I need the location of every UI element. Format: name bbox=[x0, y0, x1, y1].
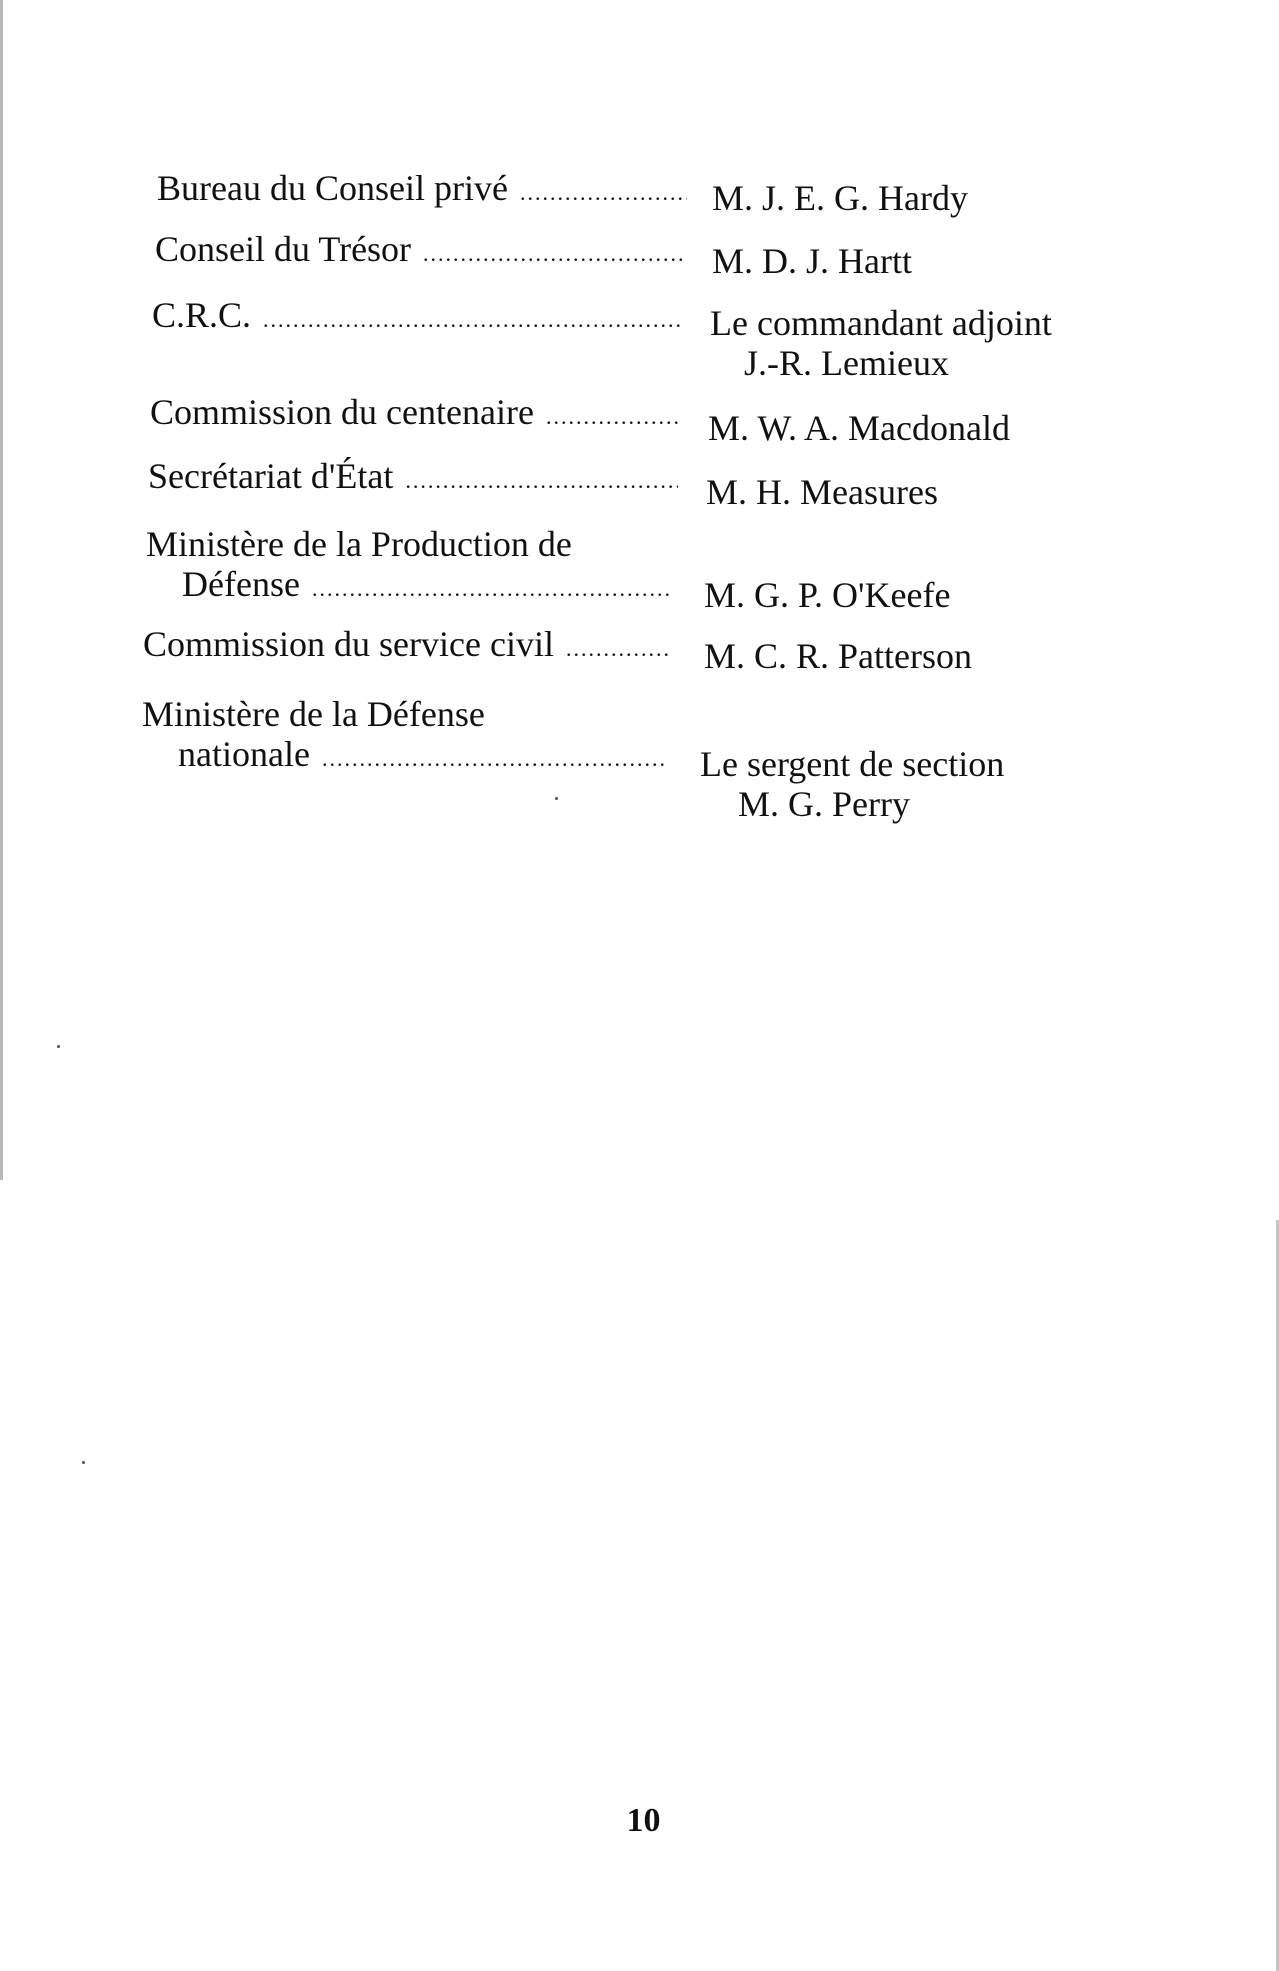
department-text: Bureau du Conseil privé bbox=[157, 168, 508, 208]
dot-leader bbox=[546, 397, 680, 437]
department-text: Conseil du Trésor bbox=[155, 229, 412, 269]
department-label bbox=[155, 229, 685, 274]
name-text: Le commandant adjoint bbox=[710, 303, 1052, 343]
department-text: Secrétariat d'État bbox=[148, 456, 394, 496]
department-text: Ministère de la Défense bbox=[142, 694, 485, 734]
department-label bbox=[157, 168, 687, 213]
name-text: M. H. Measures bbox=[706, 472, 938, 512]
department-text: nationale bbox=[178, 734, 310, 774]
department-text: Commission du centenaire bbox=[150, 392, 534, 432]
department-text: C.R.C. bbox=[152, 295, 252, 335]
representative-name bbox=[712, 178, 1152, 218]
dot-leader bbox=[423, 234, 685, 274]
representative-name bbox=[704, 636, 1144, 676]
department-label bbox=[146, 524, 670, 609]
department-text: Défense bbox=[182, 564, 300, 604]
representative-name bbox=[712, 241, 1152, 281]
scan-speck bbox=[57, 1045, 60, 1048]
name-text: J.-R. Lemieux bbox=[744, 343, 949, 383]
dot-leader bbox=[322, 739, 666, 779]
representative-name bbox=[704, 575, 1144, 615]
department-text: Commission du service civil bbox=[143, 624, 554, 664]
name-text: M. C. R. Patterson bbox=[704, 636, 973, 676]
representative-name bbox=[710, 303, 1150, 383]
name-text: M. G. P. O'Keefe bbox=[704, 575, 951, 615]
department-label bbox=[142, 694, 666, 779]
name-text: M. J. E. G. Hardy bbox=[712, 178, 968, 218]
page-number: 10 bbox=[626, 1802, 661, 1839]
scan-speck bbox=[555, 797, 558, 800]
department-text: Ministère de la Production de bbox=[146, 524, 572, 564]
department-label bbox=[143, 624, 670, 669]
scan-speck bbox=[82, 1461, 85, 1464]
dot-leader bbox=[566, 629, 670, 669]
name-text: Le sergent de section bbox=[700, 744, 1005, 784]
dot-leader bbox=[405, 461, 678, 501]
name-text: M. G. Perry bbox=[738, 784, 910, 824]
dot-leader bbox=[312, 569, 670, 609]
name-text: M. D. J. Hartt bbox=[712, 241, 912, 281]
name-text: M. W. A. Macdonald bbox=[708, 408, 1010, 448]
department-label bbox=[152, 295, 682, 340]
dot-leader bbox=[520, 173, 687, 213]
representative-name bbox=[706, 472, 1146, 512]
representative-name bbox=[708, 408, 1148, 448]
department-label bbox=[148, 456, 678, 501]
department-label bbox=[150, 392, 680, 437]
dot-leader bbox=[263, 300, 682, 340]
representative-name bbox=[700, 744, 1140, 824]
